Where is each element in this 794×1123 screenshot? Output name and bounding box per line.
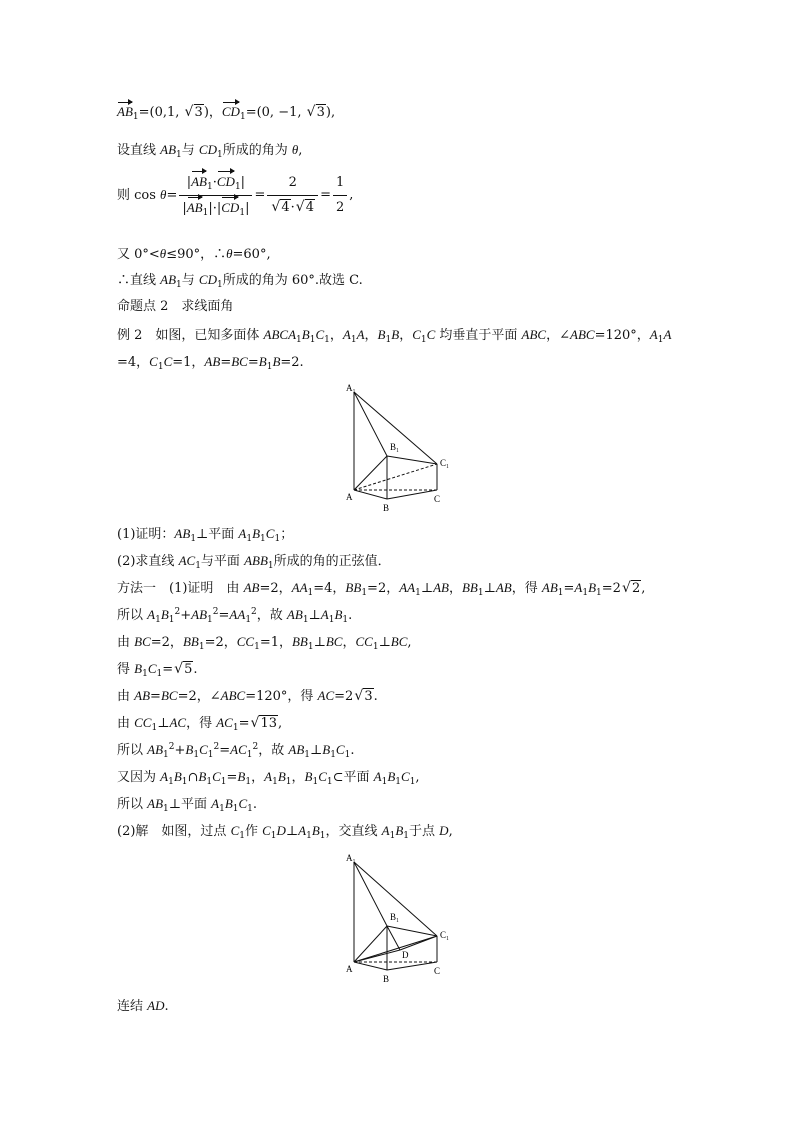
fig2-label-A1: A₁ (346, 853, 356, 863)
fig1-label-C: C (434, 494, 441, 504)
method-line-5: 由 AB=BC=2，∠ABC=120°，得 AC=2√ 3. (117, 687, 378, 706)
fig1-label-A: A (346, 492, 353, 502)
question-2: (2)求直线 $AC_1$与平面 $ABB_1$所成的角的正弦值． (117, 553, 391, 571)
method-line-2: 所以 $A_1B_1^2+AB_1^2=AA_1^2$，故 $AB_1\perp A_1B_1$. (117, 607, 353, 625)
angle-range: 又 0°<θ≤90°，∴θ=60°, (117, 246, 271, 262)
fig2-label-B1: B₁ (390, 912, 400, 922)
fig2-label-C: C (434, 966, 441, 976)
angle-definition: 设直线 $AB_1$与 $CD_1$所成的角为 θ, (117, 142, 303, 160)
connect-ad: 连结 AD. (117, 998, 169, 1014)
fig1-label-C1: C₁ (440, 458, 450, 468)
fig1-label-B1: B₁ (390, 442, 400, 452)
method-line-1: 方法一 (1)证明 由 AB=2，$AA_1=4$，$BB_1=2$，$AA_1\perp AB$，$BB_1\perp AB$，得 $AB_1=A_1B_1=2√$ 2, (117, 579, 645, 598)
fig1-label-A1: A₁ (346, 383, 356, 393)
method-line-3: 由 BC=2，$BB_1=2$，$CC_1=1$，$BB_1\perp BC$，$CC_1\perp BC$, (117, 634, 412, 652)
example-line-1: 例 2 如图，已知多面体 $ABCA_1B_1C_1$，$A_1A$，$B_1B$，$C_1C$ 均垂直于平面 ABC，∠ABC=120°，$A_1A$ (117, 327, 672, 345)
section-heading: 命题点 2 求线面角 (117, 299, 234, 314)
example-line-2: =4，$C_1C=1$，$AB=BC=B_1B=2$. (117, 354, 304, 372)
fig2-label-C1: C₁ (440, 930, 450, 940)
method-line-4: 得 $B_1C_1=√$ 5. (117, 660, 198, 679)
conclusion-line: ∴直线 $AB_1$与 $CD_1$所成的角为 60°.故选 C. (117, 272, 363, 290)
method-line-6: 由 $CC_1\perp AC$，得 $AC_1=√$ 13, (117, 714, 282, 733)
method-line-7: 所以 $AB_1^2+B_1C_1^2=AC_1^2$，故 $AB_1\perp B_1C_1$. (117, 742, 355, 760)
method-line-9: 所以 $AB_1\perp$平面 $A_1B_1C_1$. (117, 796, 258, 814)
method-line-8: 又因为 $A_1B_1\cap B_1C_1=B_1$，$A_1B_1$，$B_1C_1\subset$平面 $A_1B_1C_1$, (117, 769, 420, 787)
fig2-label-A: A (346, 964, 353, 974)
question-1: (1)证明：$AB_1\perp$平面 $A_1B_1C_1$； (117, 526, 294, 544)
fig2-label-B: B (383, 974, 390, 984)
cos-formula: 则 cos θ= $\frac{|AB_1\cdot CD_1|}{|AB_1|\cdot|CD_1|}$ = 2 √ 4·√ 4 = $\frac{1}{2}$ , (117, 172, 353, 219)
polyhedron-figure-2 (340, 852, 460, 984)
polyhedron-figure-1 (340, 382, 460, 514)
fig1-label-B: B (383, 503, 390, 513)
vector-coordinates: $AB_1=(0,1$, √ 3)，$CD_1=(0$, −1, √ 3), (117, 103, 335, 122)
method-line-10: (2)解 如图，过点 $C_1$作 $C_1D\perp A_1B_1$，交直线 $A_1B_1$于点 D, (117, 823, 453, 841)
fig2-label-D: D (402, 950, 409, 960)
